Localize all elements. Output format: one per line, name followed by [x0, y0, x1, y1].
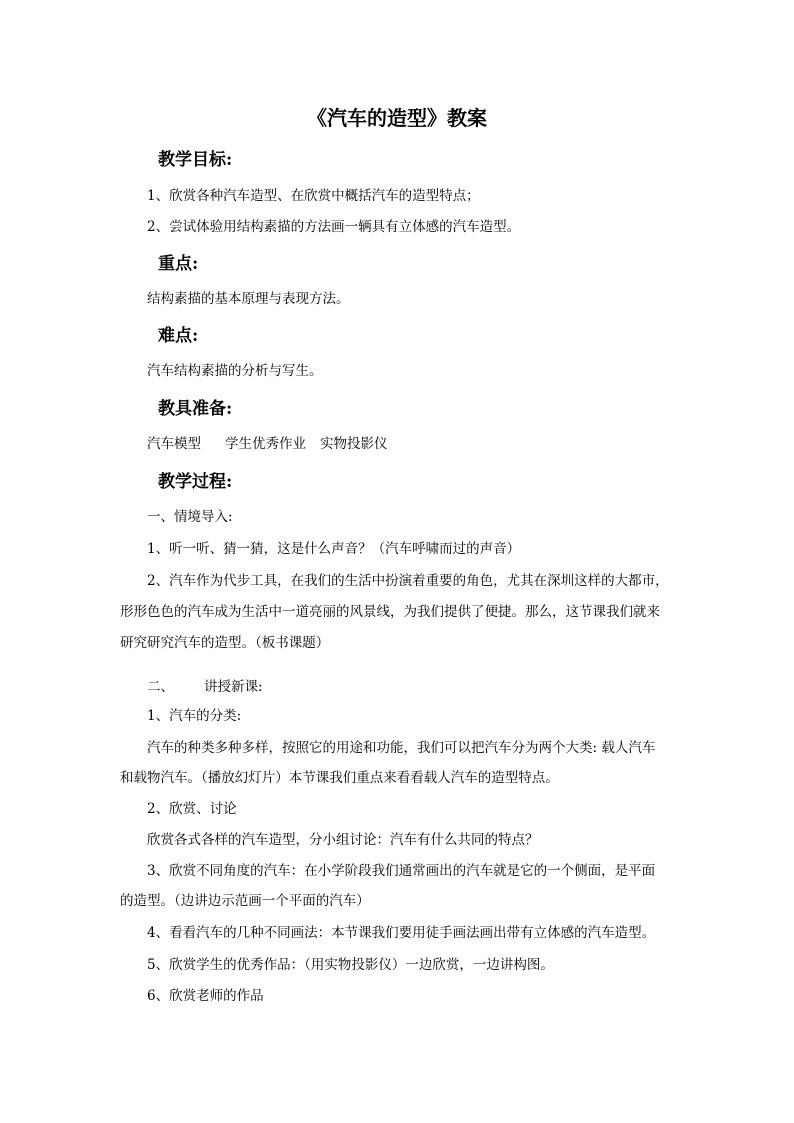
- section-2-item-3-line-1: 3、欣赏不同角度的汽车：在小学阶段我们通常画出的汽车就是它的一个侧面，是平面: [147, 863, 656, 879]
- section-2-number: 二、: [147, 679, 174, 695]
- materials-heading: 教具准备:: [158, 399, 233, 419]
- objectives-heading: 教学目标:: [158, 150, 233, 170]
- material-item: 实物投影仪: [320, 436, 388, 452]
- material-item: 汽车模型: [147, 436, 201, 452]
- material-item: 学生优秀作业: [225, 436, 306, 452]
- document-title: 《汽车的造型》教案: [307, 106, 487, 130]
- section-2-item-1: 1、汽车的分类:: [147, 708, 242, 724]
- section-2-title-text: 讲授新课:: [204, 679, 263, 695]
- objective-item-2: 2、尝试体验用结构素描的方法画一辆具有立体感的汽车造型。: [147, 219, 521, 235]
- difficulty-text: 汽车结构素描的分析与写生。: [147, 363, 323, 379]
- section-1-title: 一、情境导入:: [147, 509, 233, 525]
- key-point-text: 结构素描的基本原理与表现方法。: [147, 291, 350, 307]
- section-2-item-5: 5、欣赏学生的优秀作品：（用实物投影仪）一边欣赏，一边讲构图。: [147, 957, 554, 973]
- section-1-item-2-line-1: 2、汽车作为代步工具，在我们的生活中扮演着重要的角色，尤其在深圳这样的大都市，: [147, 573, 669, 589]
- process-heading: 教学过程:: [158, 472, 233, 492]
- section-2-item-3-line-2: 的造型。（边讲边示范画一个平面的汽车）: [120, 893, 370, 909]
- key-point-heading: 重点:: [158, 254, 199, 274]
- materials-list: [147, 434, 388, 454]
- section-2-item-2-body: 欣赏各式各样的汽车造型，分小组讨论：汽车有什么共同的特点？: [147, 832, 539, 848]
- section-1-item-2-line-2: 形形色色的汽车成为生活中一道亮丽的风景线，为我们提供了便捷。那么，这节课我们就来: [120, 604, 660, 620]
- section-1-item-1: 1、听一听、猜一猜，这是什么声音？（汽车呼啸而过的声音）: [147, 541, 521, 557]
- objective-item-1: 1、欣赏各种汽车造型、在欣赏中概括汽车的造型特点；: [147, 188, 480, 204]
- difficulty-heading: 难点:: [158, 326, 199, 346]
- section-1-item-2-line-3: 研究研究汽车的造型。（板书课题）: [120, 635, 330, 651]
- section-2-item-2: 2、欣赏、讨论: [147, 801, 237, 817]
- section-2-title: [147, 677, 263, 697]
- section-2-item-6: 6、欣赏老师的作品: [147, 988, 264, 1004]
- section-2-item-1-body-line-2: 和载物汽车。（播放幻灯片）本节课我们重点来看看载人汽车的造型特点。: [120, 770, 559, 786]
- section-2-item-4: 4、看看汽车的几种不同画法：本节课我们要用徒手画法画出带有立体感的汽车造型。: [147, 925, 656, 941]
- section-2-item-1-body-line-1: 汽车的种类多种多样，按照它的用途和功能，我们可以把汽车分为两个大类: 载人汽车: [147, 740, 656, 756]
